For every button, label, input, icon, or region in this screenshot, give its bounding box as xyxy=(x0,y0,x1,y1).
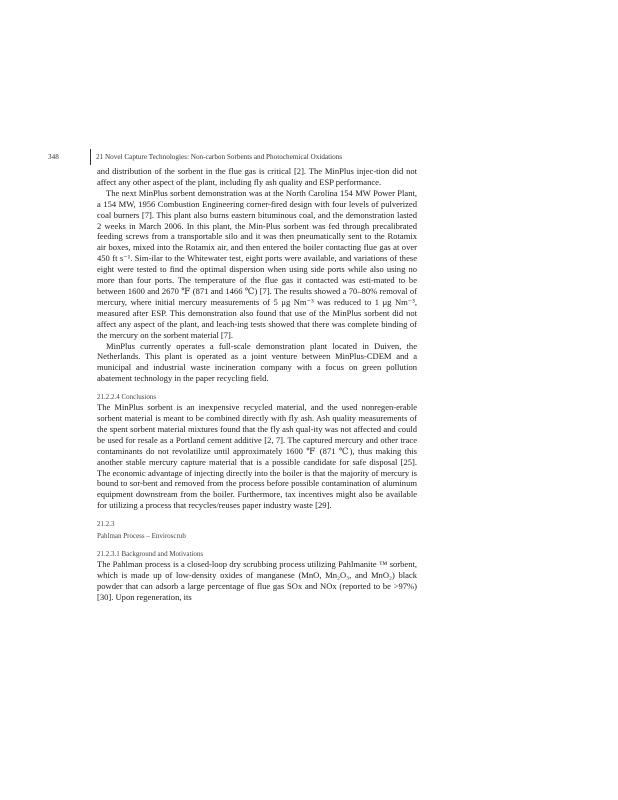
paragraph: The Pahlman process is a closed-loop dry scrubbing process utilizing Pahlmanite ™ sorbent, which is made up of low-density oxides of manganese (MnO, Mn₂O₃, and MnO₂) black powder that can adsorb a large percentage of flue gas SOx and NOx (reported to be >97%) [30]. Upon regeneration, its xyxy=(97,559,417,602)
paragraph: MinPlus currently operates a full-scale demonstration plant located in Duiven, the Netherlands. This plant is operated as a joint venture between MinPlus-CDEM and a municipal and industrial waste incineration company with a focus on green pollution abatement technology in the paper recycling field. xyxy=(97,340,417,384)
paragraph: The MinPlus sorbent is an inexpensive recycled material, and the used nonregen-erable sorbent material is meant to be combined directly with fly ash. Ash quality measurements of the spent sorbent material mixtures found that the fly ash qual-ity was not affected and could be used for resale as a Portland cement additive [2, 7]. The captured mercury and other trace contaminants do not revolatilize until approximately 1600 ℉ (871 ℃), thus making this another stable mercury capture material that is a possible candidate for safe disposal [25]. The economic advantage of injecting directly into the boiler is that the majority of mercury is bound to sor-bent and removed from the process before possible contamination of aluminum equipment downstream from the boiler. Furthermore, tax incentives might also be available for utilizing a process that recycles/reuses paper industry waste [29]. xyxy=(97,402,417,511)
header-divider xyxy=(90,149,91,165)
page-body xyxy=(97,166,417,603)
paragraph: and distribution of the sorbent in the flue gas is critical [2]. The MinPlus injec-tion did not affect any other aspect of the plant, including fly ash quality and ESP performance. xyxy=(97,166,417,187)
running-header xyxy=(48,151,518,164)
section-heading-conclusions: 21.2.2.4 Conclusions xyxy=(97,393,157,402)
running-title: 21 Novel Capture Technologies: Non-carbon Sorbents and Photochemical Oxidations xyxy=(96,153,343,161)
section-number: 21.2.3 xyxy=(97,520,115,529)
section-title: Pahlman Process – Enviroscrub xyxy=(97,532,186,541)
page-number: 348 xyxy=(48,153,59,161)
section-heading-background: 21.2.3.1 Background and Motivations xyxy=(97,550,204,559)
paragraph: The next MinPlus sorbent demonstration was at the North Carolina 154 MW Power Plant, a 154 MW, 1956 Combustion Engineering corner-fired design with four levels of pulverized coal burners [7]. This plant also burns eastern bituminous coal, and the demonstration lasted 2 weeks in March 2006. In this plant, the Min-Plus sorbent was fed through precalibrated feeding screws from a transportable silo and it was then pneumatically sent to the Rotamix air boxes, mixed into the Rotamix air, and then entered the boiler contacting flue gas at over 450 ft s⁻¹. Sim-ilar to the Whitewater test, eight ports were available, and variations of these eight were tested to find the optimal dispersion when using side ports while also using no more than four ports. The temperature of the flue gas it contacted was esti-mated to be between 1600 and 2670 ℉ (871 and 1466 ℃) [7]. The results showed a 70–80% removal of mercury, where initial mercury measurements of 5 μg Nm⁻³ was reduced to 1 μg Nm⁻³, measured after ESP. This demonstration also found that use of the MinPlus sorbent did not affect any aspect of the plant, and leach-ing tests showed that there was complete binding of the mercury on the sorbent material [7]. xyxy=(97,187,417,340)
